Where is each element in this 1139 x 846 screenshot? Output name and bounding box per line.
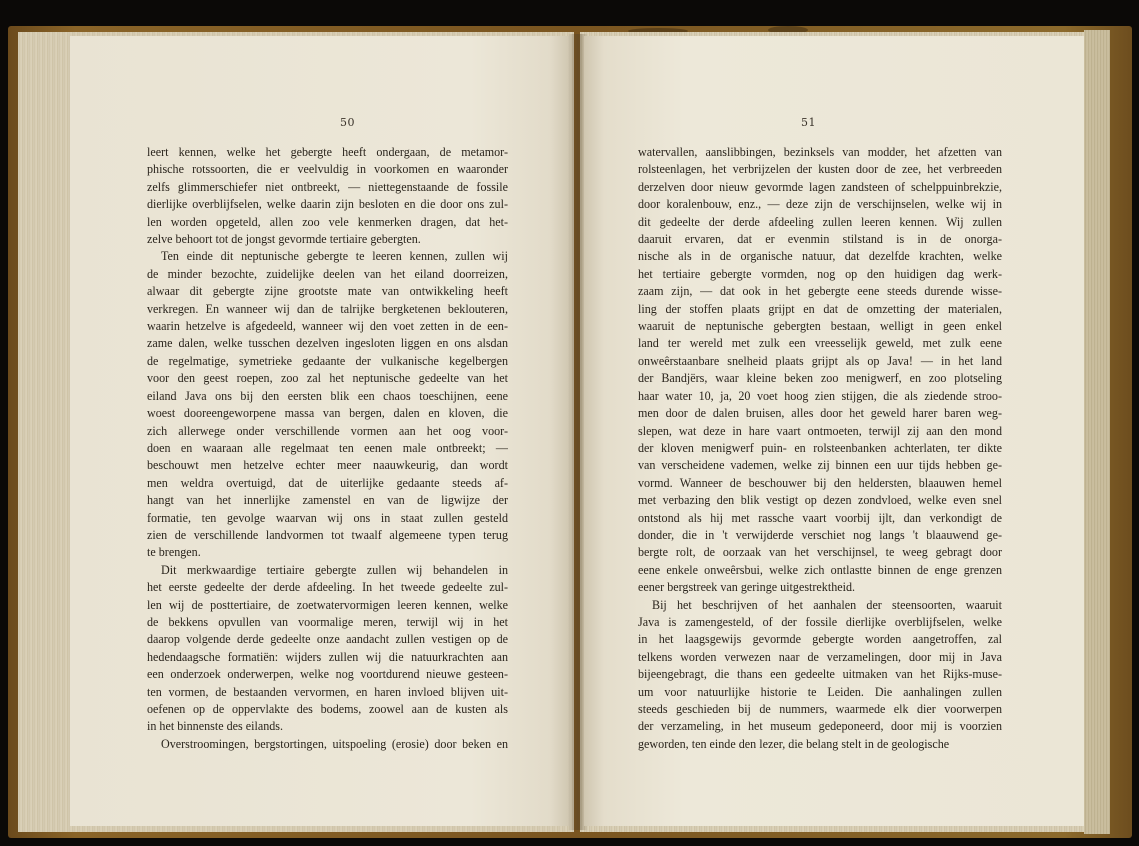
text-line: men weldra overtuigd, dat de uiterlijke gedaante steeds af- bbox=[147, 475, 508, 490]
text-line: len worden opgeteld, allen zoo vele kenmerken dragen, dat het- bbox=[147, 214, 508, 229]
text-line: donder, die in 't verwijderde verschiet nog langs 't blaauwend ge- bbox=[638, 527, 1002, 542]
left-page-text bbox=[147, 144, 508, 753]
text-line: daaruit ervaren, dat er evenmin stilstand is in de onorga- bbox=[638, 232, 1002, 247]
text-line: met verbazing den blik vestigt op dezen zondvloed, welke even snel bbox=[638, 493, 1002, 508]
text-line: de bekkens opvullen van voormalige meren, terwijl wij in het bbox=[147, 614, 508, 629]
text-line: zame dalen, welke tusschen dezelven ingesloten liggen en ons alsdan bbox=[147, 336, 508, 351]
text-line: haar water 10, ja, 20 voet hoog zien stijgen, die als ziedende stroo- bbox=[638, 388, 1002, 403]
text-line: telkens worden verwezen naar de verzamelingen, door mij in Java bbox=[638, 649, 1002, 664]
text-line: slepen, wat deze in hare vaart ontmoeten, terwijl zij aan den mond bbox=[638, 423, 1002, 438]
text-line: bijeengebragt, die thans een gedeelte uitmaken van het Rijks-muse- bbox=[638, 667, 1002, 682]
text-line: door koralenbouw, enz., — deze zijn de verschijnselen, welke wij in bbox=[638, 197, 1002, 212]
text-line: waaruit de neptunische gebergten bestaan, welligt in geen enkel bbox=[638, 319, 1002, 334]
text-line: leert kennen, welke het gebergte heeft ondergaan, de metamor- bbox=[147, 145, 508, 159]
text-line: ling der stoffen plaats grijpt en dat de omzetting der materialen, bbox=[638, 301, 1002, 316]
text-line: woest dooreengeworpene massa van bergen, dalen en kloven, die bbox=[147, 406, 508, 421]
text-line: derzelven door nieuw gevormde lagen zandsteen of schelppuinbrekzie, bbox=[638, 179, 1002, 194]
right-page-text bbox=[638, 144, 1002, 753]
text-line: watervallen, aanslibbingen, bezinksels van modder, het afzetten van bbox=[638, 145, 1002, 159]
text-line: Overstroomingen, bergstortingen, uitspoeling (erosie) door beken en bbox=[161, 736, 508, 751]
text-line: doen en waaraan alle regelmaat ten eenen male ontbreekt; — bbox=[147, 440, 508, 455]
text-line: Java is zamengesteld, of der fossile dierlijke overblijfselen, welke bbox=[638, 614, 1002, 629]
text-line: dit gedeelte der derde afdeeling zullen leeren kennen. Wij zullen bbox=[638, 214, 1002, 229]
text-line: der kloven menigwerf puin- en rolsteenbanken achterlaten, ter dikte bbox=[638, 440, 1002, 455]
text-line: de minder bezochte, zuidelijke deelen van het eiland doorreizen, bbox=[147, 266, 508, 281]
text-line: oefenen op de oppervlakte des bodems, zoowel aan de kusten als bbox=[147, 702, 508, 716]
text-line: waarin hetzelve is afgedeeld, wanneer wij den voet zetten in de een- bbox=[147, 319, 508, 334]
text-line: eener bergstreek van geringe uitgestrektheid. bbox=[638, 580, 856, 595]
text-line: het eerste gedeelte der derde afdeeling. In het tweede gedeelte zul- bbox=[147, 580, 508, 595]
text-line: ten vormen, de bestaanden vervormen, en haren invloed blijven uit- bbox=[147, 684, 508, 699]
text-line: hedendaagsche formatiën: wijders zullen wij die natuurkrachten aan bbox=[147, 649, 508, 664]
text-line: zelve behoort tot de jongst gevormde tertiaire gebergten. bbox=[147, 232, 421, 247]
text-line: ontstond als hij met rassche vaart voorbij ijlt, dan verkondigt de bbox=[638, 510, 1002, 525]
text-line: zich allerwege onder verschillende vormen aan het oog voor- bbox=[147, 423, 508, 438]
text-line: zaam zijn, — dat ook in het gebergte eene steeds durende wisse- bbox=[638, 284, 1002, 299]
text-line: eiland Java ons bij den eersten blik een chaos toeschijnen, eene bbox=[147, 388, 508, 403]
left-page bbox=[70, 36, 570, 826]
right-page-number: 51 bbox=[801, 116, 816, 129]
text-line: hangt van het innerlijke zamenstel en van de ligwijze der bbox=[147, 493, 508, 508]
text-line: alwaar dit gebergte zijne grootste mate van ontwikkeling heeft bbox=[147, 284, 508, 299]
left-page-number: 50 bbox=[340, 116, 355, 129]
text-line: voor den geest roepen, zoo zal het neptunische gedeelte van het bbox=[147, 371, 508, 386]
text-line: in het binnenste des eilands. bbox=[147, 719, 284, 734]
text-line: bergte rolt, de oorzaak van het verschijnsel, te weeg gebragt door bbox=[638, 545, 1002, 560]
text-line: phische rotssoorten, die er veelvuldig in voorkomen en waaronder bbox=[147, 162, 508, 177]
text-line: vormd. Wanneer de beschouwer bij den heldersten, blaauwen hemel bbox=[638, 475, 1002, 490]
text-line: dierlijke overblijfselen, welke daarin zijn besloten en die door ons zul- bbox=[147, 197, 508, 212]
text-line: beschouwt men hetzelve echter meer naauwkeurig, dan wordt bbox=[147, 458, 508, 473]
text-line: de regelmatige, symetrieke gedaante der vulkanische kegelbergen bbox=[147, 353, 508, 368]
text-line: eene enkele onweêrsbui, welke zich ontlastte binnen de enge grenzen bbox=[638, 562, 1002, 577]
text-line: onweêrstaanbare snelheid plaats grijpt als op Java! — in het land bbox=[638, 353, 1002, 368]
text-line: men door de dalen bruisen, alles door het geweld harer baren weg- bbox=[638, 406, 1002, 421]
text-line: te brengen. bbox=[147, 545, 201, 560]
text-line: daarop volgende derde gedeelte onze aandacht zullen vestigen op de bbox=[147, 632, 508, 647]
text-line: geworden, ten einde den lezer, die belang stelt in de geologische bbox=[638, 736, 950, 751]
text-line: len wij de posttertiaire, de zoetwatervormigen leeren kennen, welke bbox=[147, 597, 508, 612]
text-line: formatie, ten gevolge waarvan wij ons in staat zullen gesteld bbox=[147, 510, 508, 525]
text-line: land ter wereld met zulk een vreesselijk geweld, met zulk eene bbox=[638, 336, 1002, 351]
text-line: um voor natuurlijke historie te Leiden. Die aanhalingen zullen bbox=[638, 684, 1002, 699]
text-line: zelfs glimmerschiefer niet ontbreekt, — niettegenstaande de fossile bbox=[147, 179, 508, 194]
text-line: rolsteenlagen, het verbrijzelen der kusten door de zee, het verbreeden bbox=[638, 162, 1002, 177]
text-line: nische als in de organische natuur, dat dezelfde krachten, welke bbox=[638, 249, 1002, 264]
text-line: Dit merkwaardige tertiaire gebergte zullen wij behandelen in bbox=[161, 562, 508, 577]
text-line: het tertiaire gebergte vormden, nog op den huidigen dag werk- bbox=[638, 266, 1002, 281]
text-line: steeds geschieden bij de nummers, waarmede elk dier voorwerpen bbox=[638, 702, 1002, 716]
text-line: van verscheidene vademen, welke zij binnen een uur tijds hebben ge- bbox=[638, 458, 1002, 473]
text-line: verkregen. En wanneer wij dan de talrijke bergketenen beklouteren, bbox=[147, 301, 508, 316]
text-line: een onderzoek onderwerpen, welke nog voortdurend nieuwe gesteen- bbox=[147, 667, 508, 682]
text-line: Bij het beschrijven of het aanhalen der steensoorten, waaruit bbox=[652, 597, 1002, 612]
text-line: in het laagsgewijs gevormde gebergte worden aangetroffen, zal bbox=[638, 632, 1002, 647]
right-page bbox=[584, 36, 1084, 826]
text-line: der Bandjërs, waar kleine beken zoo menigwerf, en zoo plotseling bbox=[638, 371, 1002, 386]
text-line: zien de verschillende landvormen tot twaalf algemeene typen terug bbox=[147, 527, 508, 542]
text-line: der verzameling, in het museum gedeponeerd, door mij is voorzien bbox=[638, 719, 1002, 734]
right-fore-edge bbox=[1084, 30, 1110, 834]
text-line: Ten einde dit neptunische gebergte te leeren kennen, zullen wij bbox=[161, 249, 508, 264]
